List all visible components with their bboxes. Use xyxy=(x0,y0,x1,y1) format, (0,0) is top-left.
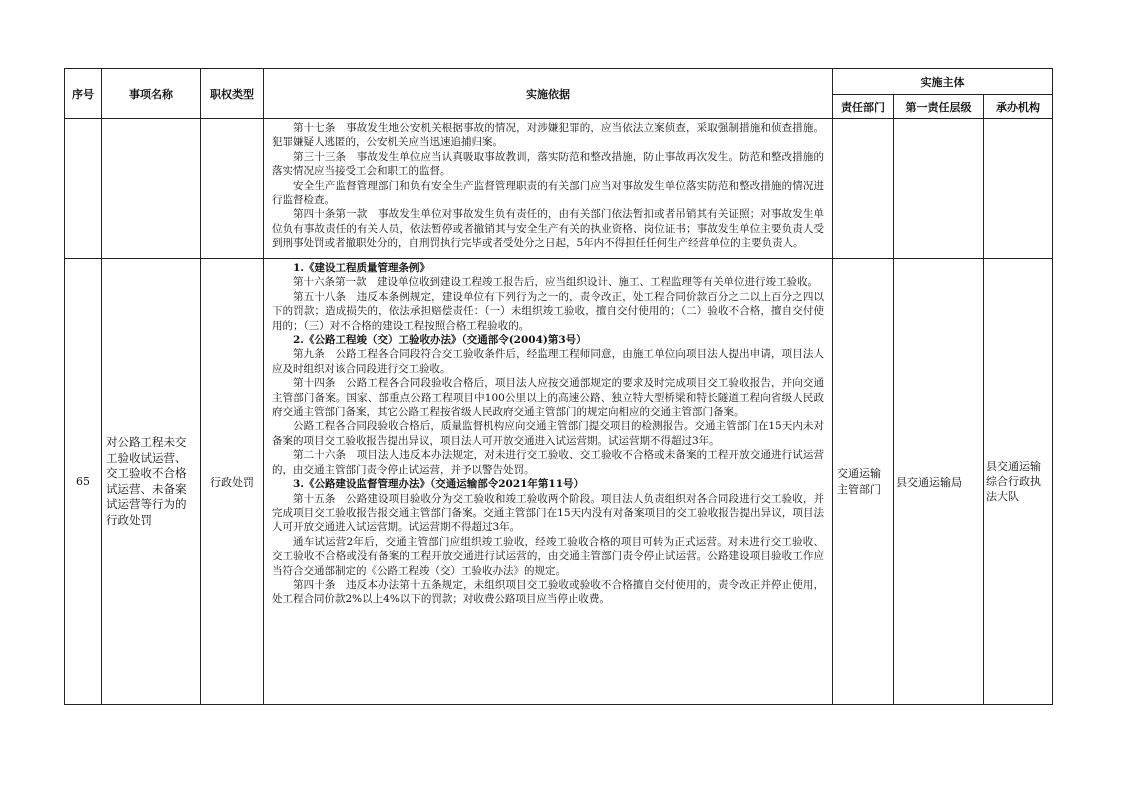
basis-heading: 3.《公路建设监督管理办法》（交通运输部令2021年第11号） xyxy=(293,478,585,491)
header-basis: 实施依据 xyxy=(264,69,833,119)
basis-paragraph: 第二十六条 项目法人违反本办法规定，对未进行交工验收、交工验收不合格或未备案的工程开放交通进行试运营的，由交通主管部门责令停止试运营，并予以警告处罚。 xyxy=(272,449,824,476)
header-subject: 实施主体 xyxy=(833,69,1053,95)
cell-empty xyxy=(833,119,894,259)
basis-paragraph: 第十七条 事故发生地公安机关根据事故的情况，对涉嫌犯罪的，应当依法立案侦查，采取强制措施和侦查措施。犯罪嫌疑人逃匿的，公安机关应当迅速追捕归案。 xyxy=(272,122,824,149)
basis-paragraph: 第三十三条 事故发生单位应当认真吸取事故教训，落实防范和整改措施，防止事故再次发生。防范和整改措施的落实情况应当接受工会和职工的监督。 xyxy=(272,150,824,178)
table-row-65 xyxy=(65,259,1053,705)
header-item-name: 事项名称 xyxy=(102,69,201,119)
cell-empty xyxy=(65,119,102,259)
cell-empty xyxy=(102,119,201,259)
row-first-level: 县交通运输局 xyxy=(894,259,984,705)
basis-heading: 2.《公路工程竣（交）工验收办法》（交通部令(2004)第3号） xyxy=(293,334,587,347)
table-row-continued xyxy=(65,119,1053,259)
cell-empty xyxy=(894,119,984,259)
basis-paragraph: 通车试运营2年后，交通主管部门应组织竣工验收，经竣工验收合格的项目可转为正式运营。对未进行交工验收、交工验收不合格或没有备案的工程开放交通进行试运营的，由交通主管部门责令停止试运营。公路建设项目验收工作应当符合交通部制定的《公路工程竣（交）工验收办法》的规定。 xyxy=(272,535,824,577)
basis-cell-65 xyxy=(264,259,833,705)
implementation-table xyxy=(64,68,1053,705)
cell-empty xyxy=(984,119,1053,259)
header-row-1 xyxy=(65,69,1053,95)
basis-paragraph: 公路工程各合同段验收合格后，质量监督机构应向交通主管部门提交项目的检测报告。交通主管部门在15天内未对备案的项目交工验收报告提出异议，项目法人可开放交通进入试运营期。试运营期不得超过3年。 xyxy=(272,420,824,447)
basis-paragraph: 安全生产监督管理部门和负有安全生产监督管理职责的有关部门应当对事故发生单位落实防范和整改措施的情况进行监督检查。 xyxy=(272,179,824,207)
header-seq: 序号 xyxy=(65,69,102,119)
cell-empty xyxy=(201,119,264,259)
basis-paragraph: 第十六条第一款 建设单位收到建设工程竣工报告后，应当组织设计、施工、工程监理等有关单位进行竣工验收。 xyxy=(293,276,818,289)
header-handling-org: 承办机构 xyxy=(984,95,1053,119)
header-power-type: 职权类型 xyxy=(201,69,264,119)
basis-cell-continued xyxy=(264,119,833,259)
basis-paragraph: 第四十条第一款 事故发生单位对事故发生负有责任的，由有关部门依法暂扣或者吊销其有关证照；对事故发生单位负有事故责任的有关人员，依法暂停或者撤销其与安全生产有关的执业资格、岗位证书；事故发生单位主要负责人受到刑事处罚或者撤职处分的，自刑罚执行完毕或者受处分之日起，5年内不得担任任何生产经营单位的主要负责人。 xyxy=(272,208,824,250)
basis-paragraph: 第十四条 公路工程各合同段验收合格后，项目法人应按交通部规定的要求及时完成项目交工验收报告，并向交通主管部门备案。国家、部重点公路工程项目中100公里以上的高速公路、独立特大型桥梁和特长隧道工程向省级人民政府交通主管部门备案，其它公路工程按省级人民政府交通主管部门的规定向相应的交通主管部门备案。 xyxy=(272,377,824,419)
header-resp-dept: 责任部门 xyxy=(833,95,894,119)
basis-heading: 1.《建设工程质量管理条例》 xyxy=(293,262,430,274)
header-first-level: 第一责任层级 xyxy=(894,95,984,119)
basis-paragraph: 第五十八条 违反本条例规定，建设单位有下列行为之一的，责令改正，处工程合同价款百分之二以上百分之四以下的罚款；造成损失的，依法承担赔偿责任：（一）未组织竣工验收，擅自交付使用的；（二）验收不合格，擅自交付使用的；（三）对不合格的建设工程按照合格工程验收的。 xyxy=(272,290,824,332)
row-resp-dept: 交通运输主管部门 xyxy=(833,259,894,705)
row-seq: 65 xyxy=(65,259,102,705)
basis-paragraph: 第十五条 公路建设项目验收分为交工验收和竣工验收两个阶段。项目法人负责组织对各合同段进行交工验收，并完成项目交工验收报告报交通主管部门备案。交通主管部门在15天内没有对备案项目的交工验收报告提出异议，项目法人可开放交通进入试运营期。试运营期不得超过3年。 xyxy=(272,492,824,534)
basis-paragraph: 第四十条 违反本办法第十五条规定，未组织项目交工验收或验收不合格擅自交付使用的，责令改正并停止使用，处工程合同价款2%以上4%以下的罚款；对收费公路项目应当停止收费。 xyxy=(272,578,824,606)
row-item-name: 对公路工程未交工验收试运营、交工验收不合格试运营、未备案试运营等行为的行政处罚 xyxy=(102,259,201,705)
row-handling-org: 县交通运输综合行政执法大队 xyxy=(984,259,1053,705)
row-power-type: 行政处罚 xyxy=(201,259,264,705)
basis-paragraph: 第九条 公路工程各合同段符合交工验收条件后，经监理工程师同意，由施工单位向项目法人提出申请，项目法人应及时组织对该合同段进行交工验收。 xyxy=(272,348,824,375)
